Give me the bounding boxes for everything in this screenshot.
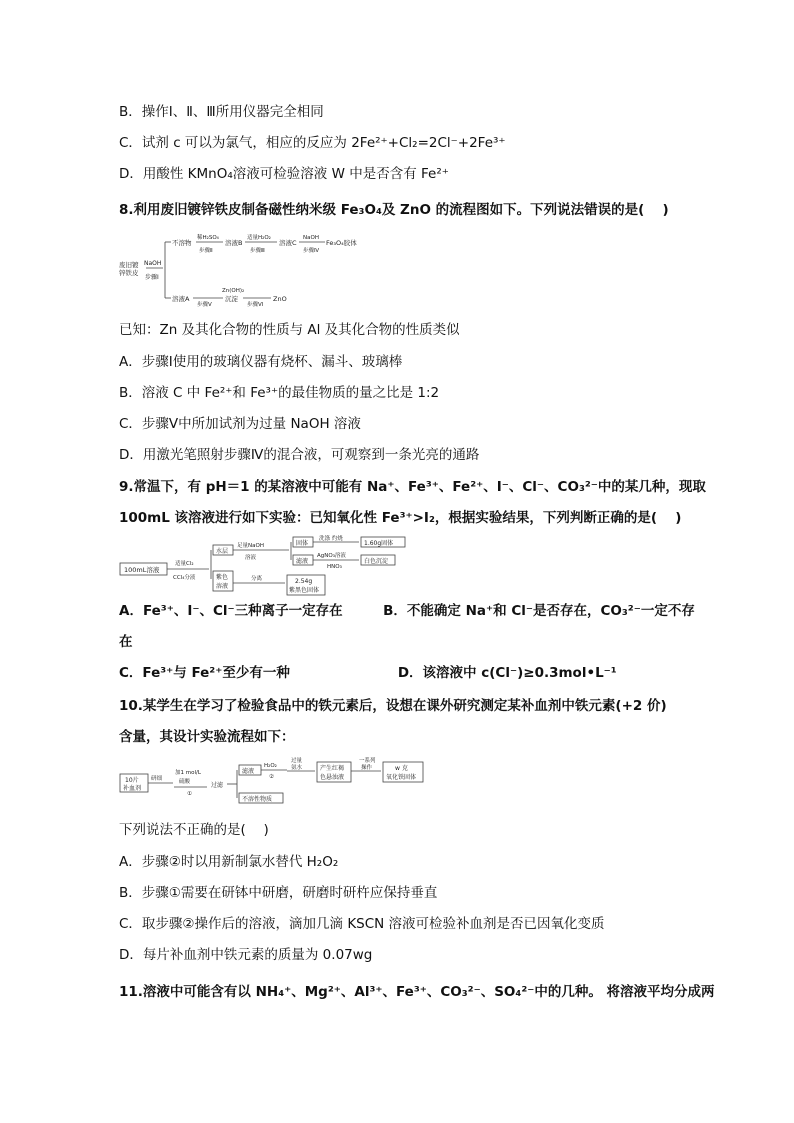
flow9-sol: 溶液	[245, 555, 257, 561]
question-10-line1: 10.某学生在学习了检验食品中的铁元素后，设想在课外研究测定某补血剂中铁元素(+2 价)	[119, 698, 667, 714]
flow10-product-1: w 克	[395, 765, 408, 772]
flow8-start-1: 废旧镀	[119, 261, 139, 269]
option-10b: B．步骤①需要在研钵中研磨，研磨时研杵应保持垂直	[119, 885, 438, 901]
flow8-solC: 溶液C	[279, 239, 297, 247]
flow10-ammonia-2: 氨水	[291, 765, 303, 771]
flow8-solA: 溶液A	[172, 295, 190, 303]
flow10-step1: ①	[187, 791, 192, 797]
flow8-znoh: Zn(OH)₂	[222, 288, 245, 294]
flow9-start: 100mL溶液	[124, 566, 160, 574]
flow10-filter: 过滤	[211, 782, 224, 789]
flow9-wash: 洗涤 灼烧	[319, 536, 343, 542]
flow10-filtrate: 滤液	[242, 768, 255, 775]
flow9-cl2: 适量Cl₂	[175, 561, 194, 567]
option-8b: B．溶液 C 中 Fe²⁺和 Fe³⁺的最佳物质的量之比是 1:2	[119, 385, 440, 401]
flow8-naoh2: NaOH	[303, 235, 319, 241]
option-8c: C．步骤Ⅴ中所加试剂为过量 NaOH 溶液	[119, 416, 361, 432]
flow10-product-2: 氧化铁固体	[386, 774, 417, 781]
option-10a: A．步骤②时以用新制氯水替代 H₂O₂	[119, 854, 339, 870]
flow9-water: 水层	[216, 548, 229, 555]
flow8-naoh: NaOH	[144, 260, 162, 267]
flow8-step1: 步骤Ⅰ	[145, 274, 159, 281]
question-11: 11.溶液中可能含有以 NH₄⁺、Mg²⁺、Al³⁺、Fe³⁺、CO₃²⁻、SO₄²⁻中的几种。 将溶液平均分成两	[119, 984, 715, 1000]
flow10-acid-2: 硫酸	[179, 779, 191, 785]
question-8: 8.利用废旧镀锌铁皮制备磁性纳米级 Fe₃O₄及 ZnO 的流程图如下。下列说法错误的是( )	[119, 202, 669, 218]
flow10-suspension-1: 产生红褐	[320, 765, 345, 772]
question-9-line1: 9.常温下，有 pH＝1 的某溶液中可能有 Na⁺、Fe³⁺、Fe²⁺、I⁻、Cl⁻、CO₃²⁻中的某几种，现取	[119, 479, 706, 495]
option-9c: C．Fe³⁺与 Fe²⁺至少有一种 D．该溶液中 c(Cl⁻)≥0.3mol•L⁻¹	[119, 665, 617, 681]
flow8-h2o2: 适量H₂O₂	[247, 235, 271, 241]
flow9-hno3: HNO₃	[327, 564, 342, 570]
flow10-acid-1: 加1 mol/L	[175, 770, 201, 776]
flow9-mass2-1: 2.54g	[295, 578, 313, 585]
flow8-insoluble: 不溶物	[172, 239, 192, 247]
question-9-line2: 100mL 该溶液进行如下实验：已知氧化性 Fe³⁺>I₂，根据实验结果，下列判断正确的是( )	[119, 510, 682, 526]
flow10-ops-2: 操作	[361, 765, 373, 771]
flow-diagram-q9	[119, 533, 459, 603]
flow8-product2: ZnO	[273, 295, 287, 303]
question-8-known: 已知：Zn 及其化合物的性质与 Al 及其化合物的性质类似	[119, 322, 460, 338]
flow8-product1: Fe₃O₄胶体	[326, 239, 357, 247]
flow8-step3: 步骤Ⅲ	[250, 248, 265, 254]
flow8-step6: 步骤Ⅵ	[247, 302, 264, 308]
flow8-step5: 步骤Ⅴ	[197, 302, 212, 308]
flow9-mass2-2: 紫黑色固体	[289, 587, 320, 594]
option-8d: D．用激光笔照射步骤Ⅳ的混合液，可观察到一条光亮的通路	[119, 447, 480, 463]
flow10-step2: ②	[269, 774, 274, 780]
flow9-solid: 固体	[296, 540, 309, 547]
flow8-h2so4: 稀H₂SO₄	[197, 235, 219, 241]
option-7d: D．用酸性 KMnO₄溶液可检验溶液 W 中是否含有 Fe²⁺	[119, 166, 449, 182]
flow10-suspension-2: 色悬浊液	[320, 774, 345, 781]
flow9-agno3: AgNO₃溶液	[317, 553, 346, 559]
flow10-start-2: 补血剂	[123, 785, 142, 792]
option-9a: A．Fe³⁺、I⁻、Cl⁻三种离子一定存在 B．不能确定 Na⁺和 Cl⁻是否存在，CO₃²⁻一定不存	[119, 603, 695, 619]
flow10-ammonia-1: 过量	[291, 758, 303, 764]
flow9-purple-2: 溶液	[216, 583, 229, 590]
flow8-precip: 沉淀	[225, 295, 238, 303]
option-10d: D．每片补血剂中铁元素的质量为 0.07wg	[119, 947, 373, 963]
flow10-h2o2: H₂O₂	[264, 763, 277, 769]
flow9-white: 白色沉淀	[364, 558, 389, 565]
option-7b: B．操作Ⅰ、Ⅱ、Ⅲ所用仪器完全相同	[119, 104, 324, 120]
option-7c: C．试剂 c 可以为氯气，相应的反应为 2Fe²⁺+Cl₂=2Cl⁻+2Fe³⁺	[119, 135, 506, 151]
question-10-prompt: 下列说法不正确的是( )	[119, 822, 269, 838]
option-9a-cont: 在	[119, 634, 133, 650]
flow9-sep: 分离	[251, 576, 263, 582]
flow-diagram-q10	[119, 756, 439, 812]
flow9-purple-1: 紫色	[216, 574, 229, 581]
option-8a: A．步骤Ⅰ使用的玻璃仪器有烧杯、漏斗、玻璃棒	[119, 354, 403, 370]
flow-diagram-q8	[119, 228, 379, 314]
flow8-step2: 步骤Ⅱ	[199, 248, 213, 254]
option-10c: C．取步骤②操作后的溶液，滴加几滴 KSCN 溶液可检验补血剂是否已因氧化变质	[119, 916, 605, 932]
flow9-filtrate: 滤液	[296, 558, 309, 565]
question-10-line2: 含量，其设计实验流程如下：	[119, 729, 295, 745]
flow9-ccl4: CCl₄分液	[173, 575, 196, 581]
flow10-insoluble: 不溶性物质	[242, 796, 273, 803]
flow10-grind: 研细	[151, 776, 163, 782]
flow9-mass1: 1.60g固体	[364, 540, 394, 547]
flow8-solB: 溶液B	[225, 239, 243, 247]
flow8-step4: 步骤Ⅳ	[303, 248, 320, 254]
flow9-naoh: 足量NaOH	[237, 543, 264, 549]
flow10-start-1: 10片	[125, 777, 139, 784]
flow8-start-2: 锌铁皮	[119, 269, 139, 277]
flow10-ops-1: 一系列	[359, 758, 376, 764]
